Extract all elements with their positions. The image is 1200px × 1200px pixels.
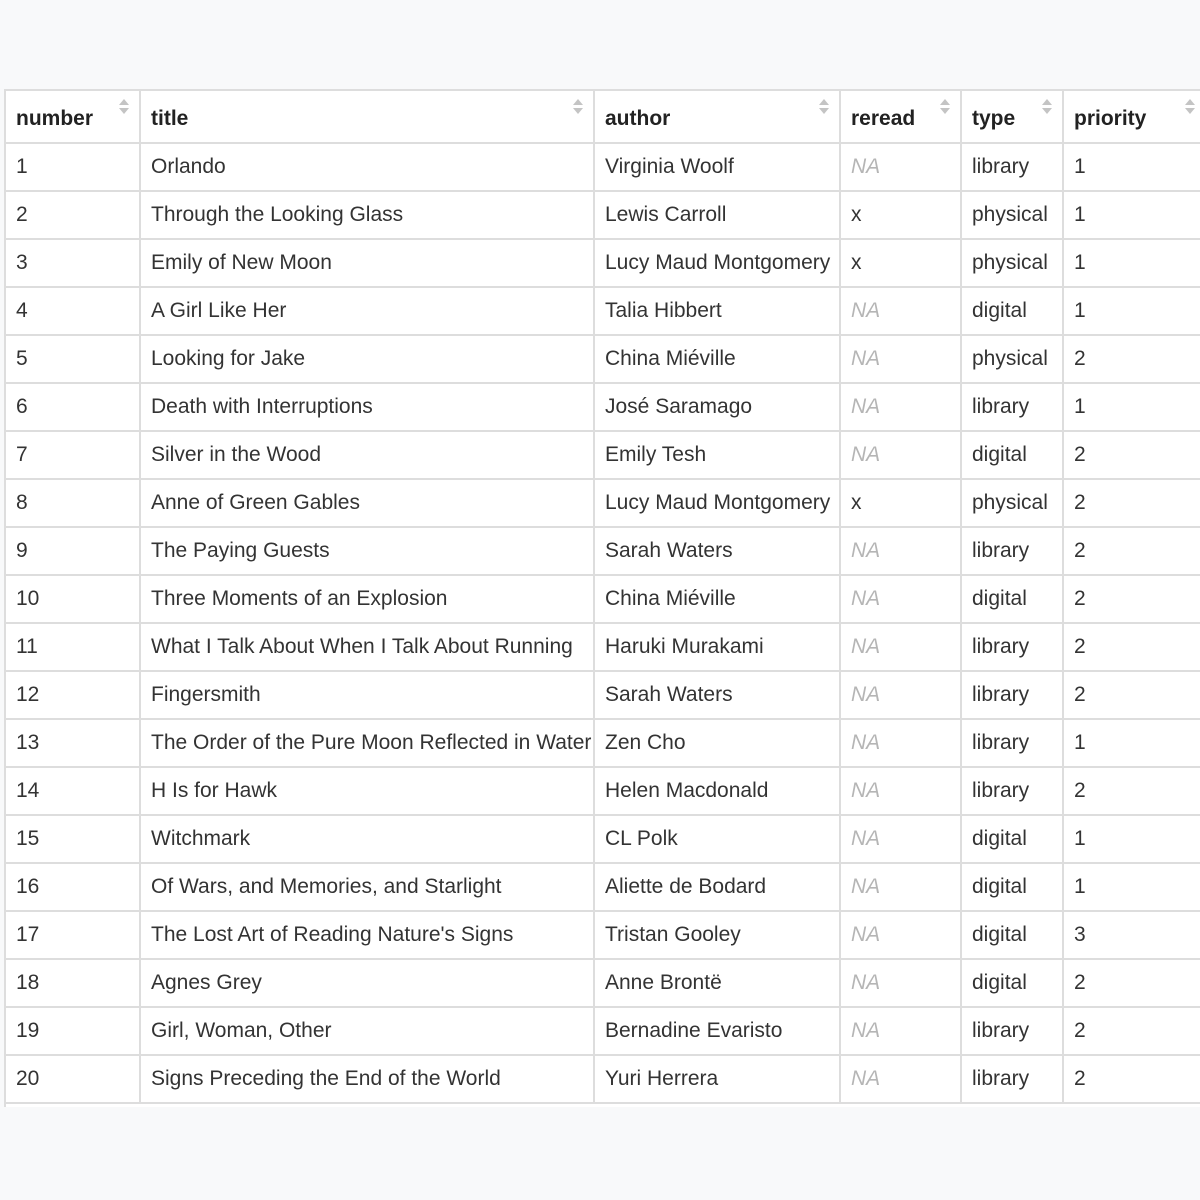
cell-author: Sarah Waters xyxy=(594,527,840,575)
cell-priority: 2 xyxy=(1063,431,1200,479)
cell-number: 3 xyxy=(6,239,140,287)
table-row xyxy=(6,239,1200,287)
sort-icon[interactable] xyxy=(940,99,950,115)
column-header-label: priority xyxy=(1074,106,1147,130)
cell-title: The Order of the Pure Moon Reflected in Water xyxy=(140,719,594,767)
header-row xyxy=(6,91,1200,143)
cell-author: China Miéville xyxy=(594,335,840,383)
cell-number: 1 xyxy=(6,143,140,191)
table-row xyxy=(6,143,1200,191)
table-row xyxy=(6,1007,1200,1055)
cell-author: Lucy Maud Montgomery xyxy=(594,239,840,287)
sort-icon[interactable] xyxy=(1042,99,1052,115)
cell-title: The Lost Art of Reading Nature's Signs xyxy=(140,911,594,959)
cell-number: 14 xyxy=(6,767,140,815)
cell-type: library xyxy=(961,143,1063,191)
table-row xyxy=(6,575,1200,623)
cell-reread: NA xyxy=(840,575,961,623)
cell-title: The Paying Guests xyxy=(140,527,594,575)
cell-type: digital xyxy=(961,959,1063,1007)
cell-number: 4 xyxy=(6,287,140,335)
cell-author: Talia Hibbert xyxy=(594,287,840,335)
table-row xyxy=(6,383,1200,431)
cell-title: Emily of New Moon xyxy=(140,239,594,287)
table-row xyxy=(6,431,1200,479)
table-row xyxy=(6,815,1200,863)
cell-number: 12 xyxy=(6,671,140,719)
cell-type: library xyxy=(961,1055,1063,1103)
cell-number: 13 xyxy=(6,719,140,767)
cell-title: H Is for Hawk xyxy=(140,767,594,815)
cell-author: Zen Cho xyxy=(594,719,840,767)
column-header-label: type xyxy=(972,106,1016,130)
cell-number: 11 xyxy=(6,623,140,671)
column-header-type[interactable] xyxy=(961,91,1063,143)
cell-title: Witchmark xyxy=(140,815,594,863)
cell-number: 10 xyxy=(6,575,140,623)
cell-reread: NA xyxy=(840,287,961,335)
cell-reread: NA xyxy=(840,623,961,671)
sort-icon[interactable] xyxy=(1185,99,1195,115)
cell-type: library xyxy=(961,527,1063,575)
cell-author: CL Polk xyxy=(594,815,840,863)
cell-type: digital xyxy=(961,863,1063,911)
table-row xyxy=(6,623,1200,671)
cell-priority: 1 xyxy=(1063,239,1200,287)
cell-number: 2 xyxy=(6,191,140,239)
cell-type: physical xyxy=(961,335,1063,383)
column-header-author[interactable] xyxy=(594,91,840,143)
cell-author: Lewis Carroll xyxy=(594,191,840,239)
cell-title: Silver in the Wood xyxy=(140,431,594,479)
cell-title: A Girl Like Her xyxy=(140,287,594,335)
cell-type: digital xyxy=(961,911,1063,959)
cell-type: library xyxy=(961,1007,1063,1055)
sort-icon[interactable] xyxy=(573,99,583,115)
cell-reread: NA xyxy=(840,335,961,383)
table-row xyxy=(6,335,1200,383)
column-header-priority[interactable] xyxy=(1063,91,1200,143)
cell-priority: 1 xyxy=(1063,719,1200,767)
cell-author: Tristan Gooley xyxy=(594,911,840,959)
cell-reread: x xyxy=(840,479,961,527)
cell-type: library xyxy=(961,671,1063,719)
cell-title: Agnes Grey xyxy=(140,959,594,1007)
cell-author: Helen Macdonald xyxy=(594,767,840,815)
cell-type: digital xyxy=(961,287,1063,335)
cell-priority: 2 xyxy=(1063,959,1200,1007)
cell-number: 9 xyxy=(6,527,140,575)
cell-priority: 1 xyxy=(1063,143,1200,191)
cell-title: Through the Looking Glass xyxy=(140,191,594,239)
cell-reread: x xyxy=(840,191,961,239)
cell-number: 15 xyxy=(6,815,140,863)
cell-number: 8 xyxy=(6,479,140,527)
table-row xyxy=(6,959,1200,1007)
cell-priority: 2 xyxy=(1063,575,1200,623)
cell-reread: NA xyxy=(840,143,961,191)
cell-number: 20 xyxy=(6,1055,140,1103)
cell-author: China Miéville xyxy=(594,575,840,623)
cell-title: Of Wars, and Memories, and Starlight xyxy=(140,863,594,911)
cell-reread: NA xyxy=(840,527,961,575)
cell-priority: 1 xyxy=(1063,287,1200,335)
cell-reread: x xyxy=(840,239,961,287)
column-header-number[interactable] xyxy=(6,91,140,143)
cell-author: Emily Tesh xyxy=(594,431,840,479)
table-row xyxy=(6,863,1200,911)
cell-type: library xyxy=(961,767,1063,815)
cell-priority: 1 xyxy=(1063,191,1200,239)
cell-title: Girl, Woman, Other xyxy=(140,1007,594,1055)
cell-priority: 2 xyxy=(1063,1055,1200,1103)
cell-title: Anne of Green Gables xyxy=(140,479,594,527)
table-row xyxy=(6,911,1200,959)
cell-reread: NA xyxy=(840,911,961,959)
cell-author: Bernadine Evaristo xyxy=(594,1007,840,1055)
cell-reread: NA xyxy=(840,431,961,479)
cell-author: José Saramago xyxy=(594,383,840,431)
cell-author: Sarah Waters xyxy=(594,671,840,719)
cell-priority: 1 xyxy=(1063,815,1200,863)
cell-priority: 1 xyxy=(1063,863,1200,911)
cell-type: library xyxy=(961,623,1063,671)
cell-title: Orlando xyxy=(140,143,594,191)
cell-title: Signs Preceding the End of the World xyxy=(140,1055,594,1103)
cell-priority: 2 xyxy=(1063,767,1200,815)
cell-author: Anne Brontë xyxy=(594,959,840,1007)
column-header-label: author xyxy=(605,106,671,130)
cell-title: Fingersmith xyxy=(140,671,594,719)
cell-reread: NA xyxy=(840,767,961,815)
cell-number: 18 xyxy=(6,959,140,1007)
cell-title: Death with Interruptions xyxy=(140,383,594,431)
table-row xyxy=(6,671,1200,719)
cell-reread: NA xyxy=(840,815,961,863)
cell-type: digital xyxy=(961,431,1063,479)
cell-priority: 3 xyxy=(1063,911,1200,959)
table-row xyxy=(6,191,1200,239)
cell-reread: NA xyxy=(840,719,961,767)
cell-reread: NA xyxy=(840,1007,961,1055)
cell-type: physical xyxy=(961,479,1063,527)
table-row xyxy=(6,479,1200,527)
data-table xyxy=(6,91,1200,1104)
data-table-container xyxy=(4,89,1200,1107)
cell-number: 5 xyxy=(6,335,140,383)
column-header-label: title xyxy=(151,106,189,130)
cell-type: library xyxy=(961,383,1063,431)
cell-number: 7 xyxy=(6,431,140,479)
cell-reread: NA xyxy=(840,959,961,1007)
cell-priority: 2 xyxy=(1063,527,1200,575)
cell-priority: 2 xyxy=(1063,671,1200,719)
cell-type: physical xyxy=(961,239,1063,287)
column-header-label: reread xyxy=(851,106,916,130)
cell-number: 6 xyxy=(6,383,140,431)
cell-type: library xyxy=(961,719,1063,767)
cell-reread: NA xyxy=(840,383,961,431)
cell-number: 19 xyxy=(6,1007,140,1055)
cell-author: Haruki Murakami xyxy=(594,623,840,671)
table-row xyxy=(6,719,1200,767)
cell-type: digital xyxy=(961,815,1063,863)
cell-type: physical xyxy=(961,191,1063,239)
cell-author: Lucy Maud Montgomery xyxy=(594,479,840,527)
column-header-reread[interactable] xyxy=(840,91,961,143)
cell-reread: NA xyxy=(840,671,961,719)
cell-title: What I Talk About When I Talk About Running xyxy=(140,623,594,671)
cell-title: Three Moments of an Explosion xyxy=(140,575,594,623)
cell-priority: 2 xyxy=(1063,479,1200,527)
cell-author: Aliette de Bodard xyxy=(594,863,840,911)
cell-title: Looking for Jake xyxy=(140,335,594,383)
table-header xyxy=(6,91,1200,143)
column-header-title[interactable] xyxy=(140,91,594,143)
cell-priority: 2 xyxy=(1063,335,1200,383)
cell-priority: 2 xyxy=(1063,623,1200,671)
sort-icon[interactable] xyxy=(819,99,829,115)
column-header-label: number xyxy=(16,106,94,130)
cell-reread: NA xyxy=(840,1055,961,1103)
cell-priority: 1 xyxy=(1063,383,1200,431)
table-body xyxy=(6,143,1200,1103)
cell-author: Yuri Herrera xyxy=(594,1055,840,1103)
table-row xyxy=(6,287,1200,335)
cell-type: digital xyxy=(961,575,1063,623)
cell-number: 17 xyxy=(6,911,140,959)
table-row xyxy=(6,527,1200,575)
sort-icon[interactable] xyxy=(119,99,129,115)
cell-reread: NA xyxy=(840,863,961,911)
cell-author: Virginia Woolf xyxy=(594,143,840,191)
cell-number: 16 xyxy=(6,863,140,911)
cell-priority: 2 xyxy=(1063,1007,1200,1055)
table-row xyxy=(6,767,1200,815)
table-row xyxy=(6,1055,1200,1103)
